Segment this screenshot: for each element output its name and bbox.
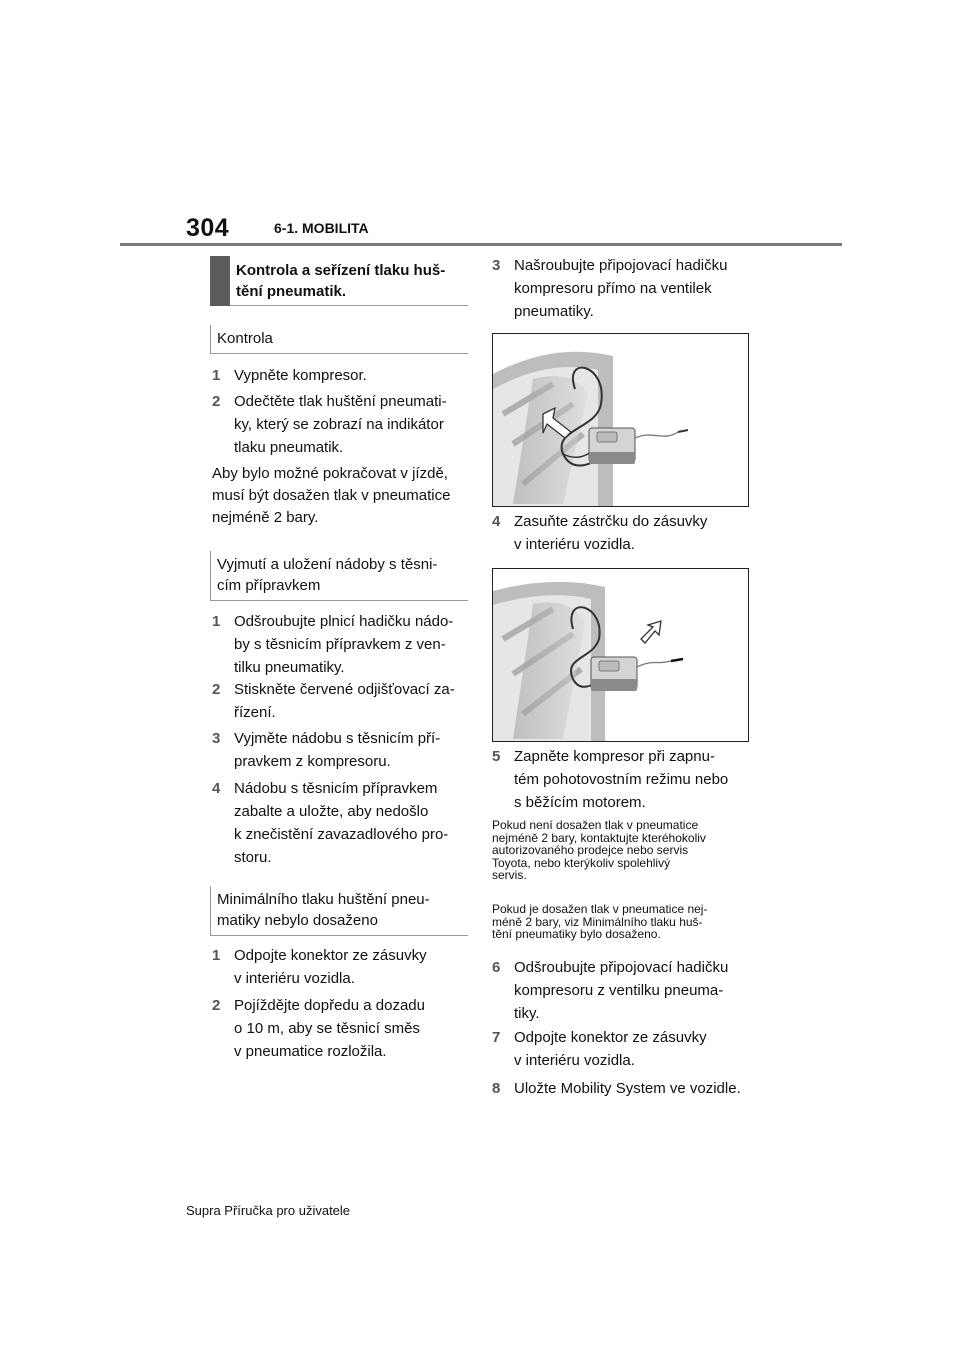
- step-text: Odpojte konektor ze zásuvky v interiéru vozidla.: [234, 947, 427, 987]
- step-number: 3: [212, 730, 221, 747]
- step-text: Uložte Mobility System ve vozidle.: [514, 1080, 741, 1097]
- illustration-wheel-compressor: [493, 334, 748, 506]
- list-item: [492, 956, 750, 1025]
- subheading-vyjmuti: Vyjmutí a uložení nádoby s těsni- cím přípravkem: [210, 551, 468, 601]
- list-item: [492, 254, 750, 323]
- step-number: 4: [212, 780, 221, 797]
- list-item: [212, 994, 462, 1063]
- step-text: Stiskněte červené odjišťovací za- řízení.: [234, 681, 455, 721]
- step-text: Zasuňte zástrčku do zásuvky v interiéru vozidla.: [514, 513, 708, 553]
- section-heading: [210, 256, 468, 306]
- step-text: Našroubujte připojovací hadičku kompresoru přímo na ventilek pneumatiky.: [514, 257, 728, 320]
- paragraph: Aby bylo možné pokračovat v jízdě, musí být dosažen tlak v pneumatice nejméně 2 bary.: [212, 465, 451, 526]
- step-text: Vypněte kompresor.: [234, 367, 367, 384]
- heading-text: Kontrola a seřízení tlaku huš- tění pneumatik.: [236, 262, 446, 300]
- step-number: 1: [212, 613, 221, 630]
- heading-bar: [210, 256, 230, 306]
- step-number: 1: [212, 947, 221, 964]
- subheading-kontrola: Kontrola: [210, 325, 468, 354]
- list-item: [212, 727, 462, 773]
- list-item: [492, 1077, 762, 1100]
- step-number: 8: [492, 1080, 501, 1097]
- subheading-minimalni-tlak: Minimálního tlaku huštění pneu- matiky nebylo dosaženo: [210, 886, 468, 936]
- list-item: [212, 678, 462, 724]
- figure-compressor-to-valve: [492, 333, 749, 507]
- step-number: 2: [212, 997, 221, 1014]
- step-text: Zapněte kompresor při zapnu- tém pohotovostním režimu nebo s běžícím motorem.: [514, 748, 729, 811]
- list-item: [212, 610, 462, 679]
- step-text: Odečtěte tlak huštění pneumati- ky, který se zobrazí na indikátor tlaku pneumatik.: [234, 393, 447, 456]
- step-number: 4: [492, 513, 501, 530]
- step-text: Odpojte konektor ze zásuvky v interiéru vozidla.: [514, 1029, 707, 1069]
- step-number: 6: [492, 959, 501, 976]
- figure-plug-to-socket: [492, 568, 749, 742]
- step-text: Odšroubujte plnicí hadičku nádo- by s těsnicím přípravkem z ven- tilku pneumatiky.: [234, 613, 454, 676]
- illustration-compressor-plug: [493, 569, 748, 741]
- list-item: [492, 745, 750, 814]
- step-text: Nádobu s těsnicím přípravkem zabalte a uložte, aby nedošlo k znečistění zavazadlového pro- storu.: [234, 780, 449, 866]
- step-number: 2: [212, 393, 221, 410]
- step-number: 2: [212, 681, 221, 698]
- list-item: [212, 364, 462, 387]
- note-text: Pokud je dosažen tlak v pneumatice nej- méně 2 bary, viz Minimálního tlaku huš- tění pneumatiky bylo dosaženo.: [492, 902, 708, 941]
- step-number: 1: [212, 367, 221, 384]
- step-text: Vyjměte nádobu s těsnicím pří- pravkem z kompresoru.: [234, 730, 441, 770]
- list-item: [492, 1026, 750, 1072]
- list-item: [212, 777, 462, 869]
- page-number: 304: [186, 214, 230, 242]
- step-text: Odšroubujte připojovací hadičku kompresoru z ventilku pneuma- tiky.: [514, 959, 729, 1022]
- footer-manual-title: Supra Příručka pro uživatele: [186, 1203, 351, 1218]
- list-item: [212, 390, 462, 459]
- header-divider: [120, 243, 842, 246]
- step-number: 5: [492, 748, 501, 765]
- list-item: [212, 944, 462, 990]
- list-item: [492, 510, 750, 556]
- step-text: Pojíždějte dopředu a dozadu o 10 m, aby se těsnicí směs v pneumatice rozložila.: [234, 997, 425, 1060]
- step-number: 7: [492, 1029, 501, 1046]
- step-number: 3: [492, 257, 501, 274]
- section-title: 6-1. MOBILITA: [274, 220, 369, 236]
- note-text: Pokud není dosažen tlak v pneumatice nejméně 2 bary, kontaktujte kteréhokoliv autorizovaného prodejce nebo servis Toyota, nebo kterýkoliv spolehlivý servis.: [492, 818, 706, 882]
